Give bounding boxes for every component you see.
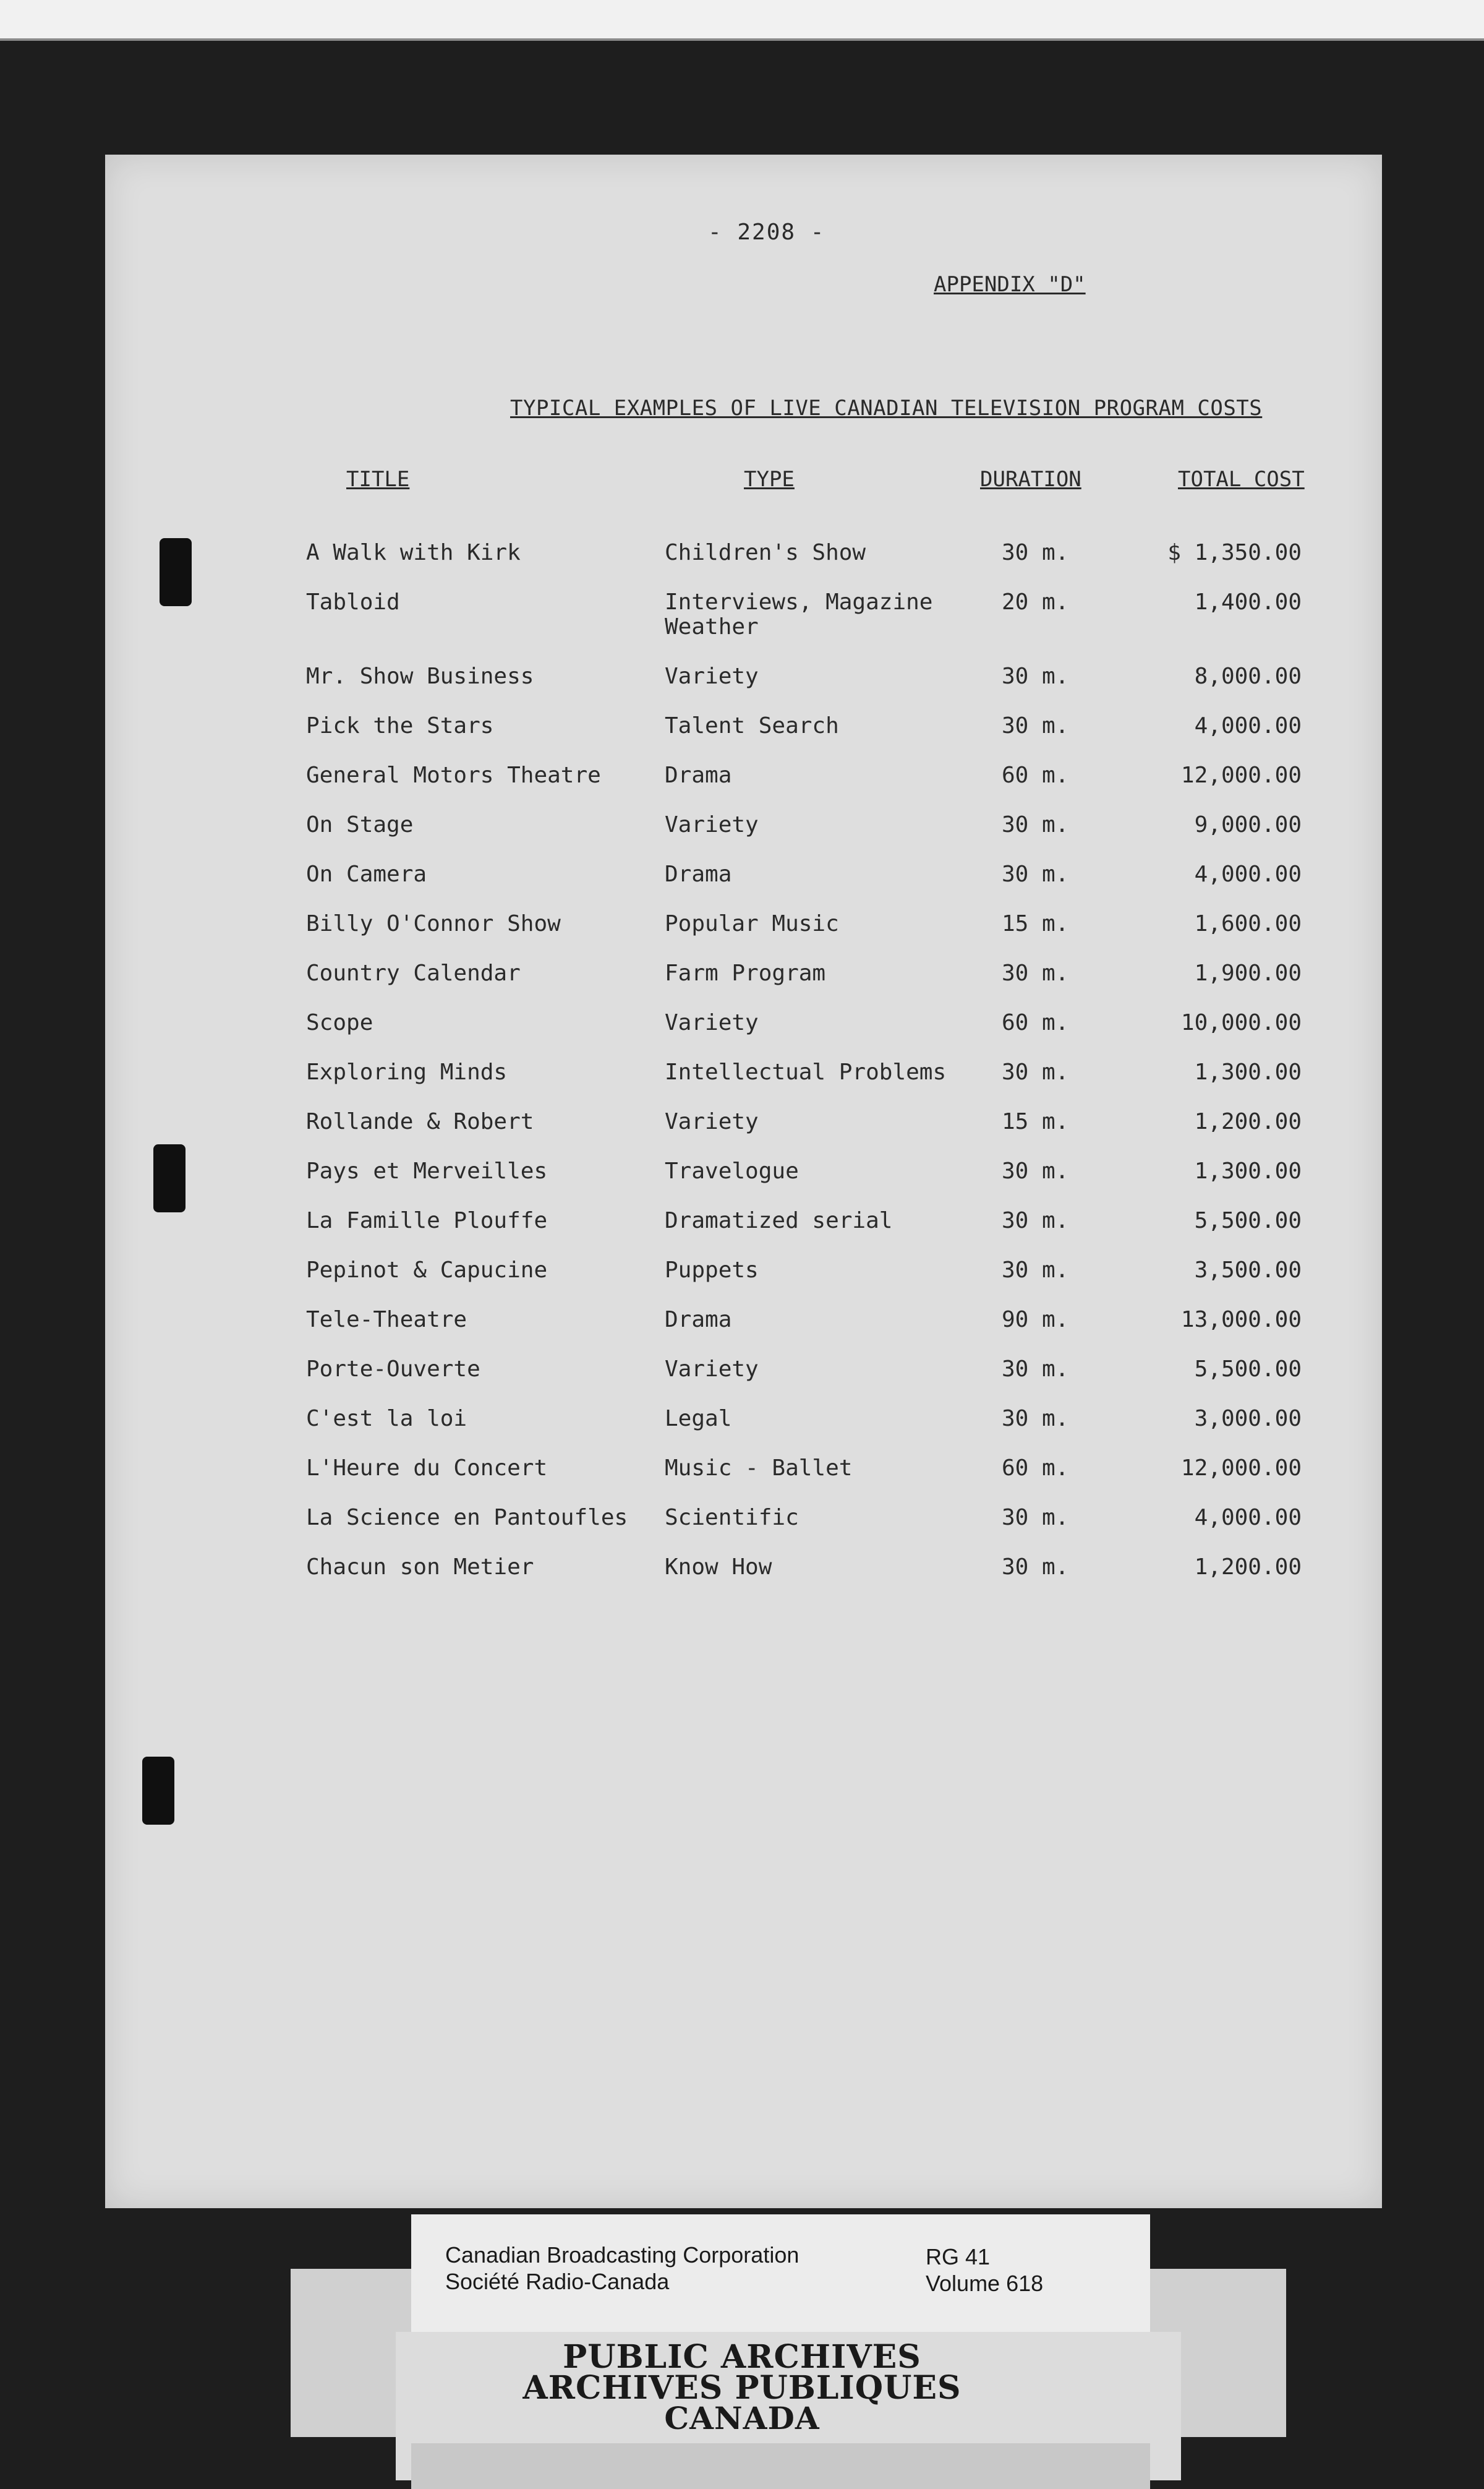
program-title: Tabloid [306, 589, 400, 615]
column-header-type: TYPE [744, 467, 795, 492]
table-row [0, 1208, 1484, 1245]
program-cost: 9,000.00 [1194, 812, 1302, 838]
program-duration: 30 m. [1002, 961, 1069, 986]
program-cost: 1,200.00 [1194, 1109, 1302, 1134]
program-duration: 20 m. [1002, 589, 1069, 615]
table-row [0, 1010, 1484, 1047]
scan-top-border [0, 0, 1484, 41]
program-title: Country Calendar [306, 961, 521, 986]
document-title: TYPICAL EXAMPLES OF LIVE CANADIAN TELEVISION PROGRAM COSTS [510, 396, 1263, 421]
program-title: La Science en Pantoufles [306, 1505, 628, 1530]
label-org-english: Canadian Broadcasting Corporation [445, 2242, 800, 2268]
program-type: Variety [665, 1109, 759, 1134]
table-row [0, 589, 1484, 651]
program-type: Know How [665, 1554, 772, 1580]
program-cost: 3,500.00 [1194, 1257, 1302, 1283]
program-type: Intellectual Problems [665, 1060, 947, 1085]
program-cost: 8,000.00 [1194, 664, 1302, 689]
table-row [0, 1109, 1484, 1146]
program-duration: 30 m. [1002, 1257, 1069, 1283]
program-duration: 30 m. [1002, 1356, 1069, 1382]
program-type: Children's Show [665, 540, 866, 565]
program-duration: 90 m. [1002, 1307, 1069, 1332]
program-title: Pays et Merveilles [306, 1159, 548, 1184]
program-title: Porte-Ouverte [306, 1356, 480, 1382]
program-type: Variety [665, 664, 759, 689]
binder-hole [142, 1757, 174, 1825]
label-record-group: RG 41 [926, 2244, 991, 2269]
program-duration: 15 m. [1002, 911, 1069, 936]
program-duration: 30 m. [1002, 1406, 1069, 1431]
program-duration: 60 m. [1002, 1455, 1069, 1481]
program-duration: 15 m. [1002, 1109, 1069, 1134]
stamp-line-public-archives: PUBLIC ARCHIVES [563, 2338, 921, 2376]
page-number: - 2208 - [708, 220, 825, 245]
program-cost: 5,500.00 [1194, 1356, 1302, 1382]
table-row [0, 540, 1484, 577]
program-title: La Famille Plouffe [306, 1208, 548, 1233]
program-type: Talent Search [665, 713, 839, 739]
program-title: C'est la loi [306, 1406, 467, 1431]
column-header-duration: DURATION [980, 467, 1081, 492]
program-title: Billy O'Connor Show [306, 911, 561, 936]
program-title: Pepinot & Capucine [306, 1257, 548, 1283]
program-cost: 1,600.00 [1194, 911, 1302, 936]
program-type: Variety [665, 812, 759, 838]
program-duration: 60 m. [1002, 763, 1069, 788]
table-row [0, 713, 1484, 750]
table-row [0, 1060, 1484, 1097]
program-type: Legal [665, 1406, 732, 1431]
program-cost: 1,300.00 [1194, 1159, 1302, 1184]
table-row [0, 1159, 1484, 1196]
table-row [0, 763, 1484, 800]
program-title: On Stage [306, 812, 414, 838]
program-title: A Walk with Kirk [306, 540, 521, 565]
program-duration: 30 m. [1002, 540, 1069, 565]
program-title: Mr. Show Business [306, 664, 534, 689]
program-type: Interviews, Magazine [665, 589, 933, 615]
program-title: L'Heure du Concert [306, 1455, 548, 1481]
table-row [0, 911, 1484, 948]
table-row [0, 862, 1484, 899]
table-row [0, 1356, 1484, 1394]
program-duration: 30 m. [1002, 862, 1069, 887]
program-cost: 1,300.00 [1194, 1060, 1302, 1085]
program-title: Rollande & Robert [306, 1109, 534, 1134]
program-type: Variety [665, 1356, 759, 1382]
program-duration: 30 m. [1002, 713, 1069, 739]
program-title: General Motors Theatre [306, 763, 601, 788]
table-row [0, 1307, 1484, 1344]
program-cost: 4,000.00 [1194, 713, 1302, 739]
program-duration: 30 m. [1002, 1208, 1069, 1233]
scan-bottom-strip [411, 2443, 1150, 2489]
program-type: Puppets [665, 1257, 759, 1283]
program-cost: $ 1,350.00 [1167, 540, 1302, 565]
table-row [0, 664, 1484, 701]
program-title: Chacun son Metier [306, 1554, 534, 1580]
table-row [0, 1554, 1484, 1592]
column-header-total-cost: TOTAL COST [1178, 467, 1305, 492]
program-duration: 30 m. [1002, 1060, 1069, 1085]
program-type: Music - Ballet [665, 1455, 853, 1481]
program-title: Pick the Stars [306, 713, 494, 739]
table-row [0, 1505, 1484, 1542]
program-cost: 4,000.00 [1194, 862, 1302, 887]
program-duration: 30 m. [1002, 1159, 1069, 1184]
program-title: Exploring Minds [306, 1060, 508, 1085]
table-row [0, 812, 1484, 849]
table-row [0, 1455, 1484, 1493]
program-type: Drama [665, 763, 732, 788]
program-cost: 13,000.00 [1180, 1307, 1302, 1332]
program-cost: 5,500.00 [1194, 1208, 1302, 1233]
program-cost: 4,000.00 [1194, 1505, 1302, 1530]
program-cost: 1,400.00 [1194, 589, 1302, 615]
program-cost: 1,900.00 [1194, 961, 1302, 986]
program-cost: 12,000.00 [1180, 763, 1302, 788]
program-cost: 10,000.00 [1180, 1010, 1302, 1035]
program-cost: 12,000.00 [1180, 1455, 1302, 1481]
table-row [0, 1406, 1484, 1443]
table-row [0, 961, 1484, 998]
program-duration: 30 m. [1002, 812, 1069, 838]
stamp-line-canada: CANADA [664, 2400, 820, 2436]
program-type: Drama [665, 1307, 732, 1332]
program-duration: 30 m. [1002, 664, 1069, 689]
program-type: Drama [665, 862, 732, 887]
program-type: Variety [665, 1010, 759, 1035]
program-duration: 30 m. [1002, 1554, 1069, 1580]
program-title: On Camera [306, 862, 427, 887]
label-volume: Volume 618 [926, 2271, 1044, 2296]
program-type: Dramatized serial [665, 1208, 893, 1233]
program-type: Popular Music [665, 911, 839, 936]
program-type: Travelogue [665, 1159, 799, 1184]
table-row [0, 1257, 1484, 1295]
program-title: Tele-Theatre [306, 1307, 467, 1332]
program-duration: 60 m. [1002, 1010, 1069, 1035]
program-type-line-2: Weather [665, 614, 759, 640]
label-org-french: Société Radio-Canada [445, 2269, 670, 2294]
program-duration: 30 m. [1002, 1505, 1069, 1530]
appendix-heading: APPENDIX "D" [934, 272, 1086, 297]
column-header-title: TITLE [346, 467, 410, 492]
stamp-line-archives-publiques: ARCHIVES PUBLIQUES [522, 2369, 962, 2407]
program-type: Scientific [665, 1505, 799, 1530]
program-type: Farm Program [665, 961, 826, 986]
program-title: Scope [306, 1010, 373, 1035]
program-cost: 3,000.00 [1194, 1406, 1302, 1431]
program-cost: 1,200.00 [1194, 1554, 1302, 1580]
